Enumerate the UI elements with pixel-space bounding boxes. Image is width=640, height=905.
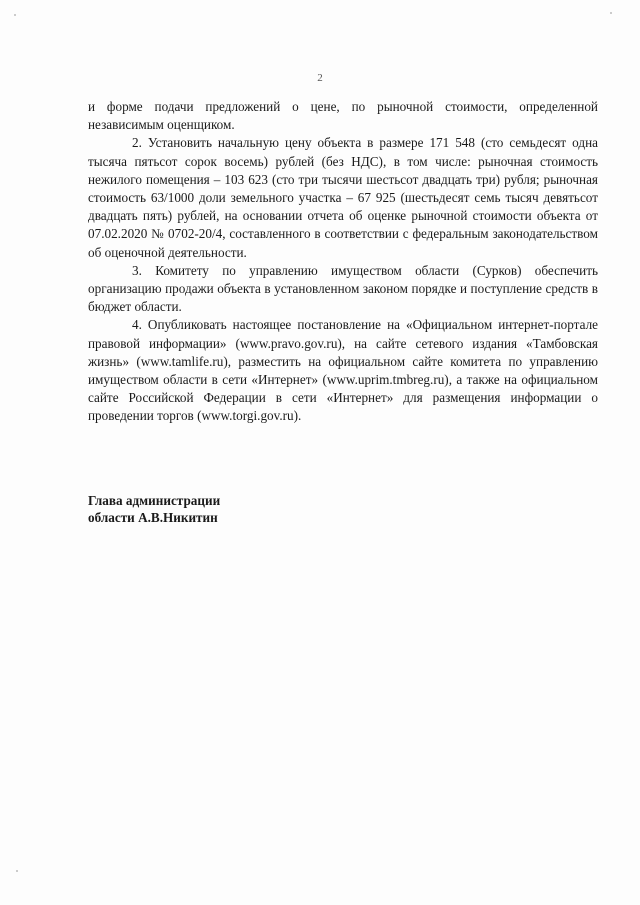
document-body bbox=[88, 98, 598, 426]
paragraph-item-2: 2. Установить начальную цену объекта в размере 171 548 (сто семьдесят одна тысяча пятьсот сорок восемь) рублей (без НДС), в том числе: рыночная стоимость нежилого помещения – 103 623 (сто три тысячи шестьсот двадцать три) рубля; рыночная стоимость 63/1000 доли земельного участка – 67 925 (шестьдесят семь тысяч девятьсот двадцать пять) рублей, на основании отчета об оценке рыночной стоимости объекта от 07.02.2020 № 0702-20/4, составленного в соответствии с федеральным законодательством об оценочной деятельности. bbox=[88, 135, 598, 260]
page-number: 2 bbox=[317, 72, 323, 84]
signature-block bbox=[88, 492, 220, 526]
signature-title: Глава администрации bbox=[88, 493, 221, 508]
scan-speck bbox=[610, 12, 612, 14]
scan-speck bbox=[16, 870, 18, 872]
paragraph-item-3: 3. Комитету по управлению имуществом области (Сурков) обеспечить организацию продажи объекта в установленном законом порядке и поступление средств в бюджет области. bbox=[88, 262, 598, 315]
scan-speck bbox=[14, 14, 16, 16]
paragraph-continuation: и форме подачи предложений о цене, по рыночной стоимости, определенной независимым оценщиком. bbox=[88, 99, 598, 133]
signature-name: области А.В.Никитин bbox=[88, 510, 218, 525]
paragraph-item-4: 4. Опубликовать настоящее постановление на «Официальном интернет-портале правовой информации» (www.pravo.gov.ru), на сайте сетевого издания «Тамбовская жизнь» (www.tamlife.ru), разместить на официальном сайте комитета по управлению имуществом области в сети «Интернет» (www.uprim.tmbreg.ru), а также на официальном сайте Российской Федерации в сети «Интернет» для размещения информации о проведении торгов (www.torgi.gov.ru). bbox=[88, 317, 598, 424]
